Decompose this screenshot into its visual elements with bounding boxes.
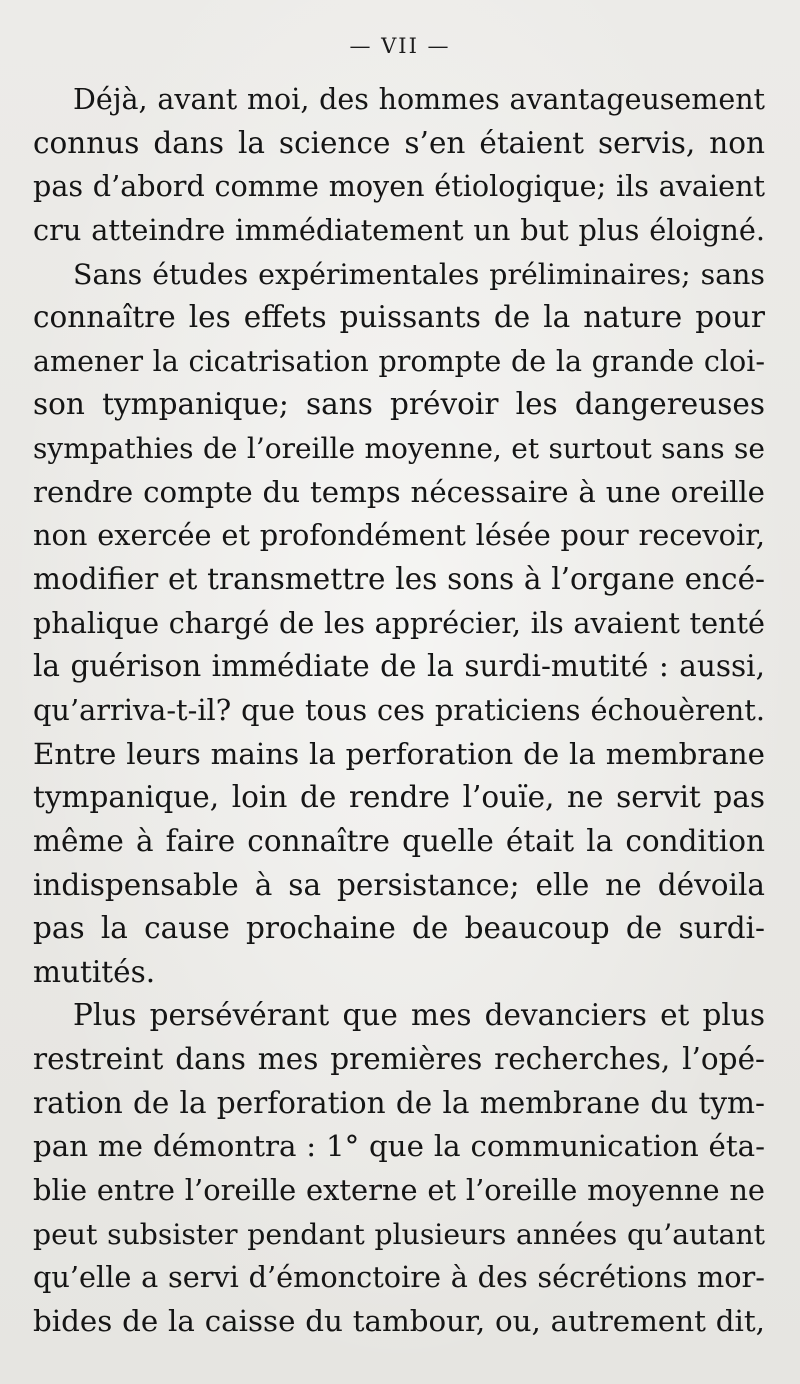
text-line: Sans études expérimentales préliminaires; sans [73,257,765,291]
body-text [33,78,765,1344]
text-line: son tympanique; sans prévoir les dangereuses [33,387,765,422]
text-line: peut subsister pendant plusieurs années qu’autant [33,1217,765,1251]
paragraph-2 [33,253,765,995]
text-line: restreint dans mes premières recherches, l’opé- [33,1042,765,1077]
text-line: connus dans la science s’en étaient servis, non [33,125,765,160]
text-line: modifier et transmettre les sons à l’organe encé- [33,562,765,597]
text-line: qu’elle a servi d’émonctoire à des sécrétions mor- [33,1260,765,1295]
text-line: bides de la caisse du tambour, ou, autrement dit, [33,1303,765,1338]
paragraph-1 [33,78,765,253]
text-line: non exercée et profondément lésée pour recevoir, [33,518,765,553]
text-line: sympathies de l’oreille moyenne, et surtout sans se [33,432,765,466]
text-line: blie entre l’oreille externe et l’oreille moyenne ne [33,1173,765,1208]
text-line: qu’arriva-t-il? que tous ces praticiens échouèrent. [33,692,765,727]
text-line: ration de la perforation de la membrane du tym- [33,1085,765,1120]
text-line: cru atteindre immédiatement un but plus éloigné. [33,212,765,247]
text-line: indispensable à sa persistance; elle ne dévoila [33,867,765,902]
text-line: rendre compte du temps nécessaire à une oreille [33,474,765,509]
text-line: Plus persévérant que mes devanciers et plus [73,998,765,1033]
text-line: tympanique, loin de rendre l’ouïe, ne servit pas [33,780,765,815]
text-line: mutités. [33,954,156,989]
text-line: même à faire connaître quelle était la condition [33,823,765,858]
text-line: Déjà, avant moi, des hommes avantageusement [73,83,765,116]
text-line: la guérison immédiate de la surdi-mutité : aussi, [33,649,765,684]
text-line: phalique chargé de les apprécier, ils avaient tenté [33,605,765,640]
text-line: pas d’abord comme moyen étiologique; ils avaient [33,169,765,204]
text-line: amener la cicatrisation prompte de la grande cloi- [33,343,765,378]
paragraph-3 [33,994,765,1343]
text-line: pas la cause prochaine de beaucoup de surdi- [33,911,765,946]
text-line: connaître les effets puissants de la nature pour [33,300,765,335]
page-number: — VII — [349,34,451,58]
text-line: Entre leurs mains la perforation de la membrane [33,736,765,771]
text-line: pan me démontra : 1° que la communication éta- [33,1129,765,1164]
